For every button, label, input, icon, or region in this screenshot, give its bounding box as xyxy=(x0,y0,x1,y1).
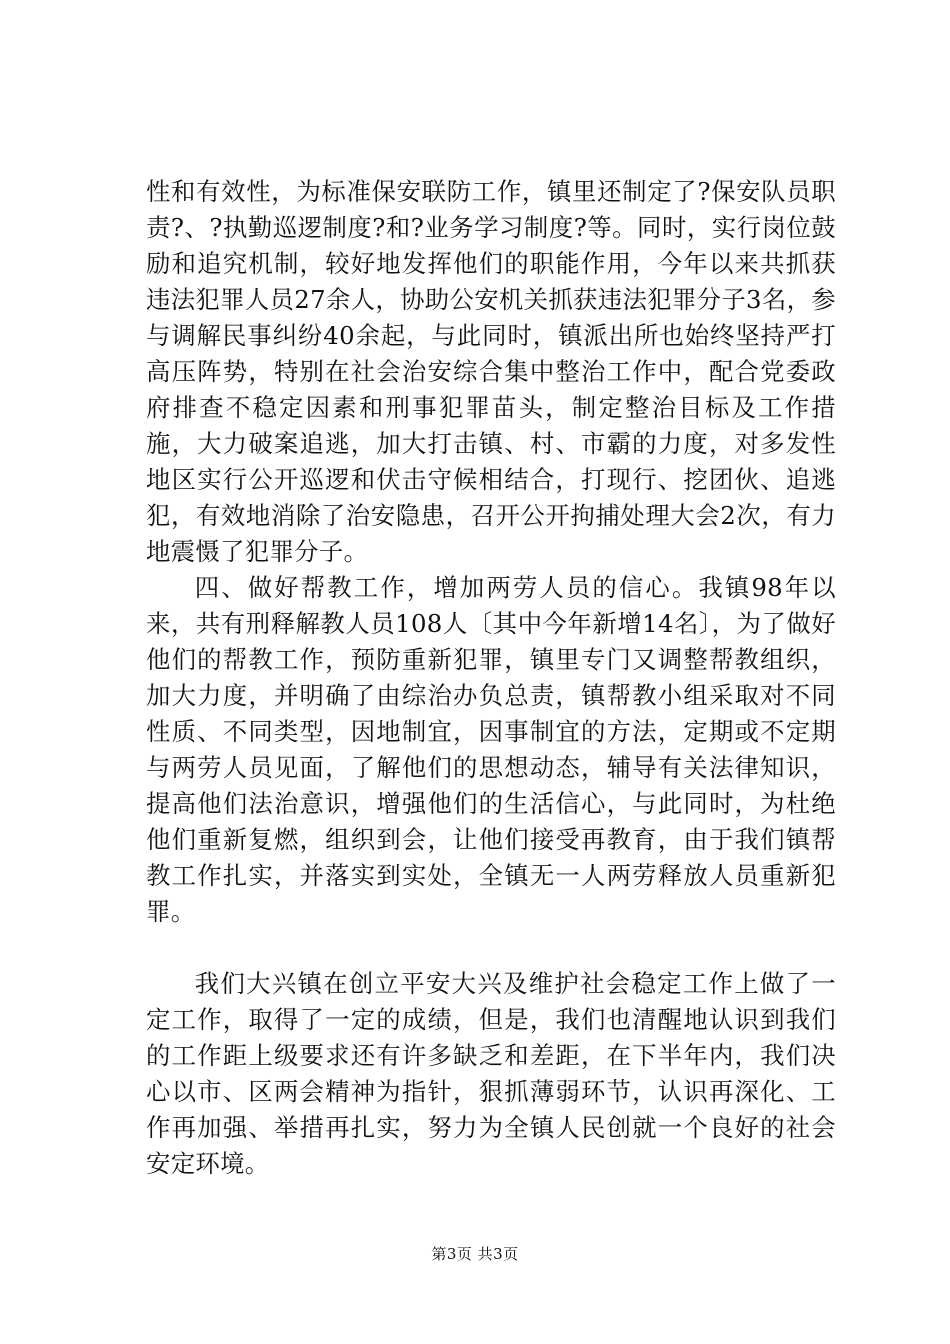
page-footer: 第3页 共3页 xyxy=(431,1245,519,1263)
paragraph-section-four: 四、做好帮教工作，增加两劳人员的信心。我镇98年以来，共有刑释解教人员108人〔其中今年新增14名〕，为了做好他们的帮教工作，预防重新犯罪，镇里专门又调整帮教组织，加大力度，并明确了由综治办负总责，镇帮教小组采取对不同性质、不同类型，因地制宜，因事制宜的方法，定期或不定期与两劳人员见面，了解他们的思想动态，辅导有关法律知识，提高他们法治意识，增强他们的生活信心，与此同时，为杜绝他们重新复燃，组织到会，让他们接受再教育，由于我们镇帮教工作扎实，并落实到实处，全镇无一人两劳释放人员重新犯罪。 xyxy=(146,573,836,926)
document-body xyxy=(146,174,836,1182)
paragraph-conclusion: 我们大兴镇在创立平安大兴及维护社会稳定工作上做了一定工作，取得了一定的成绩，但是，我们也清醒地认识到我们的工作距上级要求还有许多缺乏和差距，在下半年内，我们决心以市、区两会精神为指针，狠抓薄弱环节，认识再深化、工作再加强、举措再扎实，努力为全镇人民创就一个良好的社会安定环境。 xyxy=(146,969,836,1178)
paragraph-continuation: 性和有效性，为标准保安联防工作，镇里还制定了?保安队员职责?、?执勤巡逻制度?和?业务学习制度?等。同时，实行岗位鼓励和追究机制，较好地发挥他们的职能作用，今年以来共抓获违法犯罪人员27余人，协助公安机关抓获违法犯罪分子3名，参与调解民事纠纷40余起，与此同时，镇派出所也始终坚持严打高压阵势，特别在社会治安综合集中整治工作中，配合党委政府排查不稳定因素和刑事犯罪苗头，制定整治目标及工作措施，大力破案追逃，加大打击镇、村、市霸的力度，对多发性地区实行公开巡逻和伏击守候相结合，打现行、挖团伙、追逃犯，有效地消除了治安隐患，召开公开拘捕处理大会2次，有力地震慑了犯罪分子。 xyxy=(146,177,836,566)
